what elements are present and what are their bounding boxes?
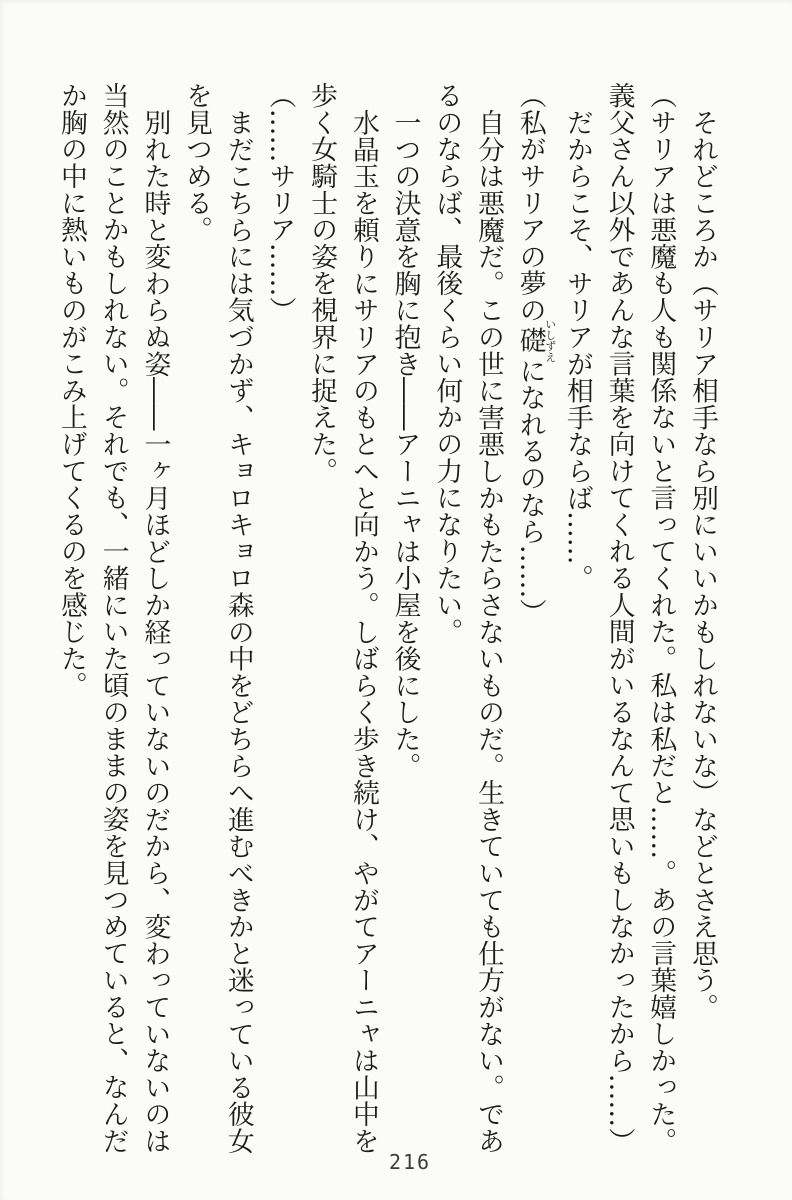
paragraph: それどころか（サリア相手なら別にいいかもしれないな）などとさえ思う。 (687, 108, 718, 1020)
paragraph: 別れた時と変わらぬ姿――一ヶ月ほどしか経っていないのだから、変わっていないのは当然のことかもしれない。それでも、一緒にいた頃のままの姿を見つめていると、なんだか胸の中に熱いものがこみ上げてくるのを感じた。 (55, 82, 171, 1154)
furigana-ruby: 礎いしずえ (514, 318, 557, 363)
page-number-container (14, 1150, 792, 1174)
page-text (56, 82, 723, 1157)
paragraph: （サリアは悪魔も人も関係ないと言ってくれた。私は私だと……。あの言葉嬉しかった。義父さん以外であんな言葉を向けてくれる人間がいるなんて思いもしなかったから……） (603, 82, 677, 1154)
paragraph: （……サリア……） (264, 82, 296, 324)
paragraph: 水晶玉を頼りにサリアのもとへと向かう。しばらく歩き続け、やがてアーニャは山中を歩く女騎士の姿を視界に捉えた。 (306, 82, 379, 1154)
page-number: 216 (388, 1150, 432, 1174)
paragraph: 自分は悪魔だ。この世に害悪しかもたらさないものだ。生きていても仕方がない。であるのならば、最後くらい何かの力になりたい。 (431, 82, 504, 1154)
paragraph: まだこちらには気づかず、キョロキョロ森の中をどちらへ進むべきかと迷っている彼女を見つめる。 (181, 82, 254, 1154)
paragraph: だからこそ、サリアが相手ならば……。 (561, 108, 593, 592)
paragraph: 一つの決意を胸に抱き――アーニャは小屋を後にした。 (389, 108, 421, 779)
paragraph: （私がサリアの夢の礎いしずえになれるのなら……） (514, 82, 557, 626)
